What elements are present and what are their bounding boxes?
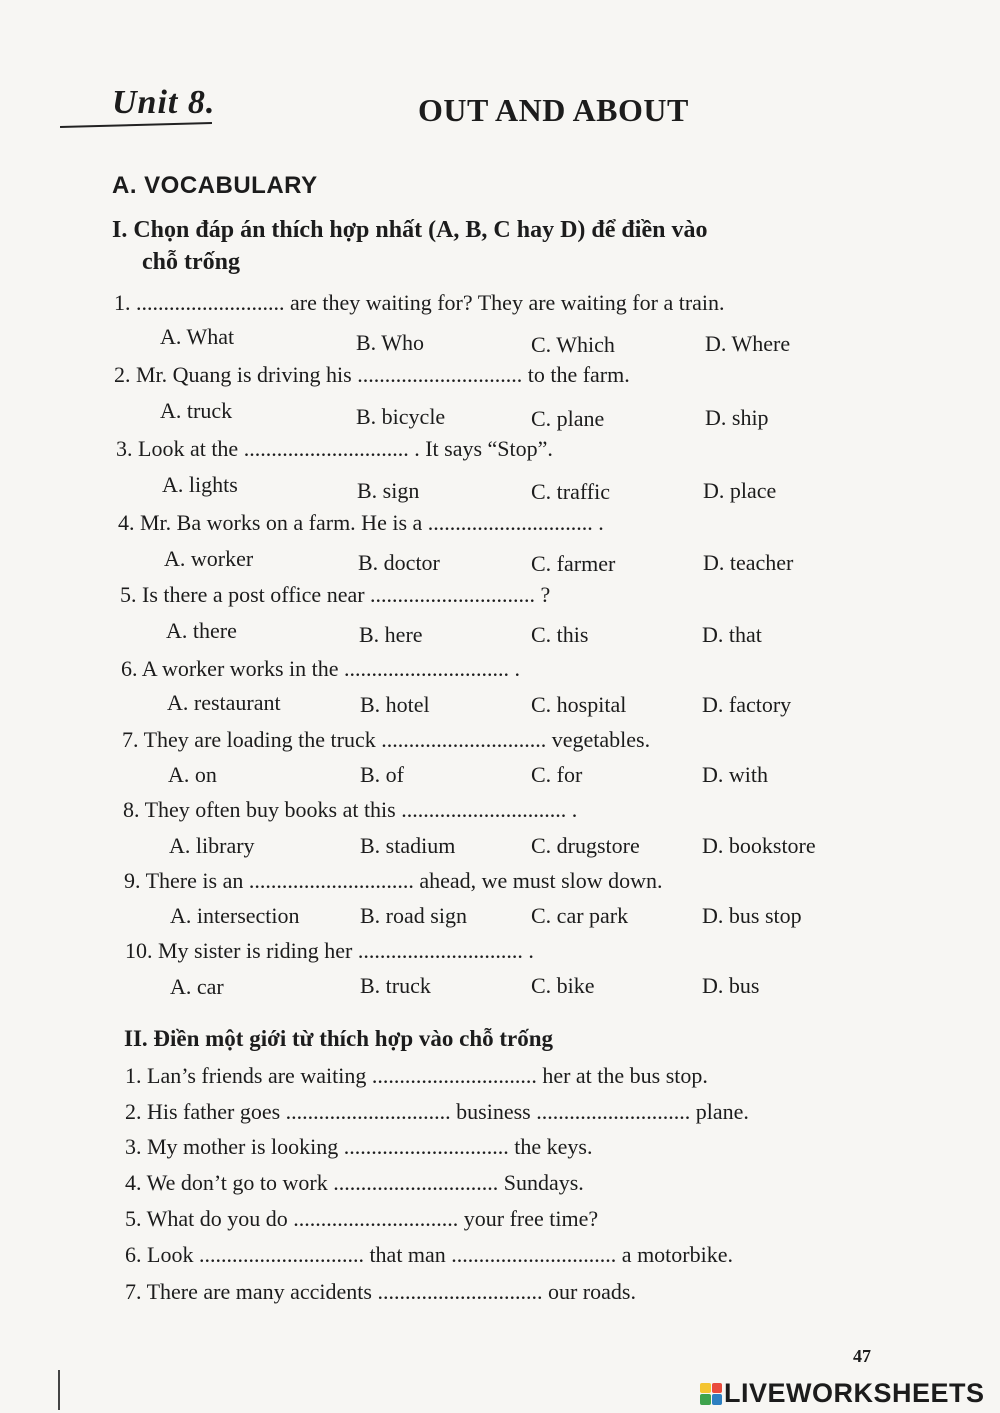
option-5d: D. that	[702, 622, 762, 647]
part2-item-4: 4. We don’t go to work .............................. Sundays.	[125, 1170, 584, 1195]
option-7a: A. on	[168, 762, 217, 787]
liveworksheets-brand	[700, 1378, 985, 1409]
option-7c: C. for	[531, 762, 583, 787]
option-4b: B. doctor	[358, 550, 440, 575]
option-8a: A. library	[169, 833, 255, 858]
logo-square-2	[712, 1383, 723, 1394]
question-4: 4. Mr. Ba works on a farm. He is a .............................. .	[118, 510, 604, 535]
part2-item-3: 3. My mother is looking .............................. the keys.	[125, 1134, 593, 1159]
part2-item-7: 7. There are many accidents .............................. our roads.	[125, 1279, 636, 1304]
question-3: 3. Look at the .............................. . It says “Stop”.	[116, 436, 553, 461]
option-8b: B. stadium	[360, 833, 456, 858]
option-5a: A. there	[166, 618, 237, 643]
unit-underline	[60, 122, 212, 128]
question-6: 6. A worker works in the .............................. .	[121, 656, 521, 681]
margin-line	[58, 1370, 60, 1410]
unit-label: Unit 8.	[112, 84, 216, 121]
option-9a: A. intersection	[170, 903, 300, 928]
question-8: 8. They often buy books at this .............................. .	[123, 797, 578, 822]
option-8c: C. drugstore	[531, 833, 640, 858]
option-1d: D. Where	[705, 331, 791, 356]
option-1a: A. What	[160, 324, 235, 349]
logo-square-4	[712, 1394, 723, 1405]
logo-square-1	[700, 1383, 711, 1394]
logo-square-3	[700, 1394, 711, 1405]
option-5b: B. here	[359, 622, 423, 647]
page-number: 47	[853, 1346, 871, 1366]
option-1b: B. Who	[356, 330, 425, 355]
question-5: 5. Is there a post office near .............................. ?	[120, 582, 551, 607]
option-1c: C. Which	[531, 332, 615, 357]
liveworksheets-logo-icon	[700, 1383, 722, 1405]
option-2b: B. bicycle	[356, 404, 446, 429]
option-10a: A. car	[170, 974, 224, 999]
option-7b: B. of	[360, 762, 404, 787]
option-7d: D. with	[702, 762, 768, 787]
part1-instruction	[112, 214, 897, 278]
question-10: 10. My sister is riding her .............................. .	[125, 938, 534, 963]
question-9: 9. There is an .............................. ahead, we must slow down.	[124, 868, 663, 893]
option-4c: C. farmer	[531, 551, 616, 576]
option-6a: A. restaurant	[167, 690, 281, 715]
option-10c: C. bike	[531, 973, 595, 998]
option-6b: B. hotel	[360, 692, 430, 717]
part1-instruction-line2: chỗ trống	[142, 249, 240, 275]
option-3d: D. place	[703, 478, 777, 503]
option-10d: D. bus	[702, 973, 760, 998]
option-9b: B. road sign	[360, 903, 467, 928]
part1-instruction-line1: I. Chọn đáp án thích hợp nhất (A, B, C hay D) để điền vào	[112, 217, 708, 243]
option-3a: A. lights	[162, 472, 238, 497]
question-2: 2. Mr. Quang is driving his .............................. to the farm.	[114, 362, 630, 387]
option-6c: C. hospital	[531, 692, 627, 717]
option-5c: C. this	[531, 622, 589, 647]
part2-item-2: 2. His father goes .............................. business ............................ plane.	[125, 1099, 749, 1124]
option-8d: D. bookstore	[702, 833, 816, 858]
question-1: 1. ........................... are they waiting for? They are waiting for a train.	[114, 290, 725, 315]
option-2c: C. plane	[531, 406, 605, 431]
option-9d: D. bus stop	[702, 903, 802, 928]
part2-item-5: 5. What do you do .............................. your free time?	[125, 1206, 599, 1231]
page-title: OUT AND ABOUT	[418, 92, 689, 128]
section-a-title: A. VOCABULARY	[112, 172, 318, 199]
option-3b: B. sign	[357, 478, 420, 503]
option-2a: A. truck	[160, 398, 233, 423]
part2-instruction: II. Điền một giới từ thích hợp vào chỗ trống	[124, 1026, 554, 1051]
option-6d: D. factory	[702, 692, 792, 717]
option-2d: D. ship	[705, 405, 769, 430]
option-10b: B. truck	[360, 973, 431, 998]
part2-item-1: 1. Lan’s friends are waiting .............................. her at the bus stop.	[125, 1063, 708, 1088]
liveworksheets-wordmark: LIVEWORKSHEETS	[724, 1378, 985, 1408]
option-3c: C. traffic	[531, 479, 611, 504]
option-4d: D. teacher	[703, 550, 794, 575]
option-4a: A. worker	[164, 546, 254, 571]
part2-item-6: 6. Look .............................. that man .............................. a motorbike.	[125, 1242, 733, 1267]
question-7: 7. They are loading the truck .............................. vegetables.	[122, 727, 651, 752]
option-9c: C. car park	[531, 903, 629, 928]
